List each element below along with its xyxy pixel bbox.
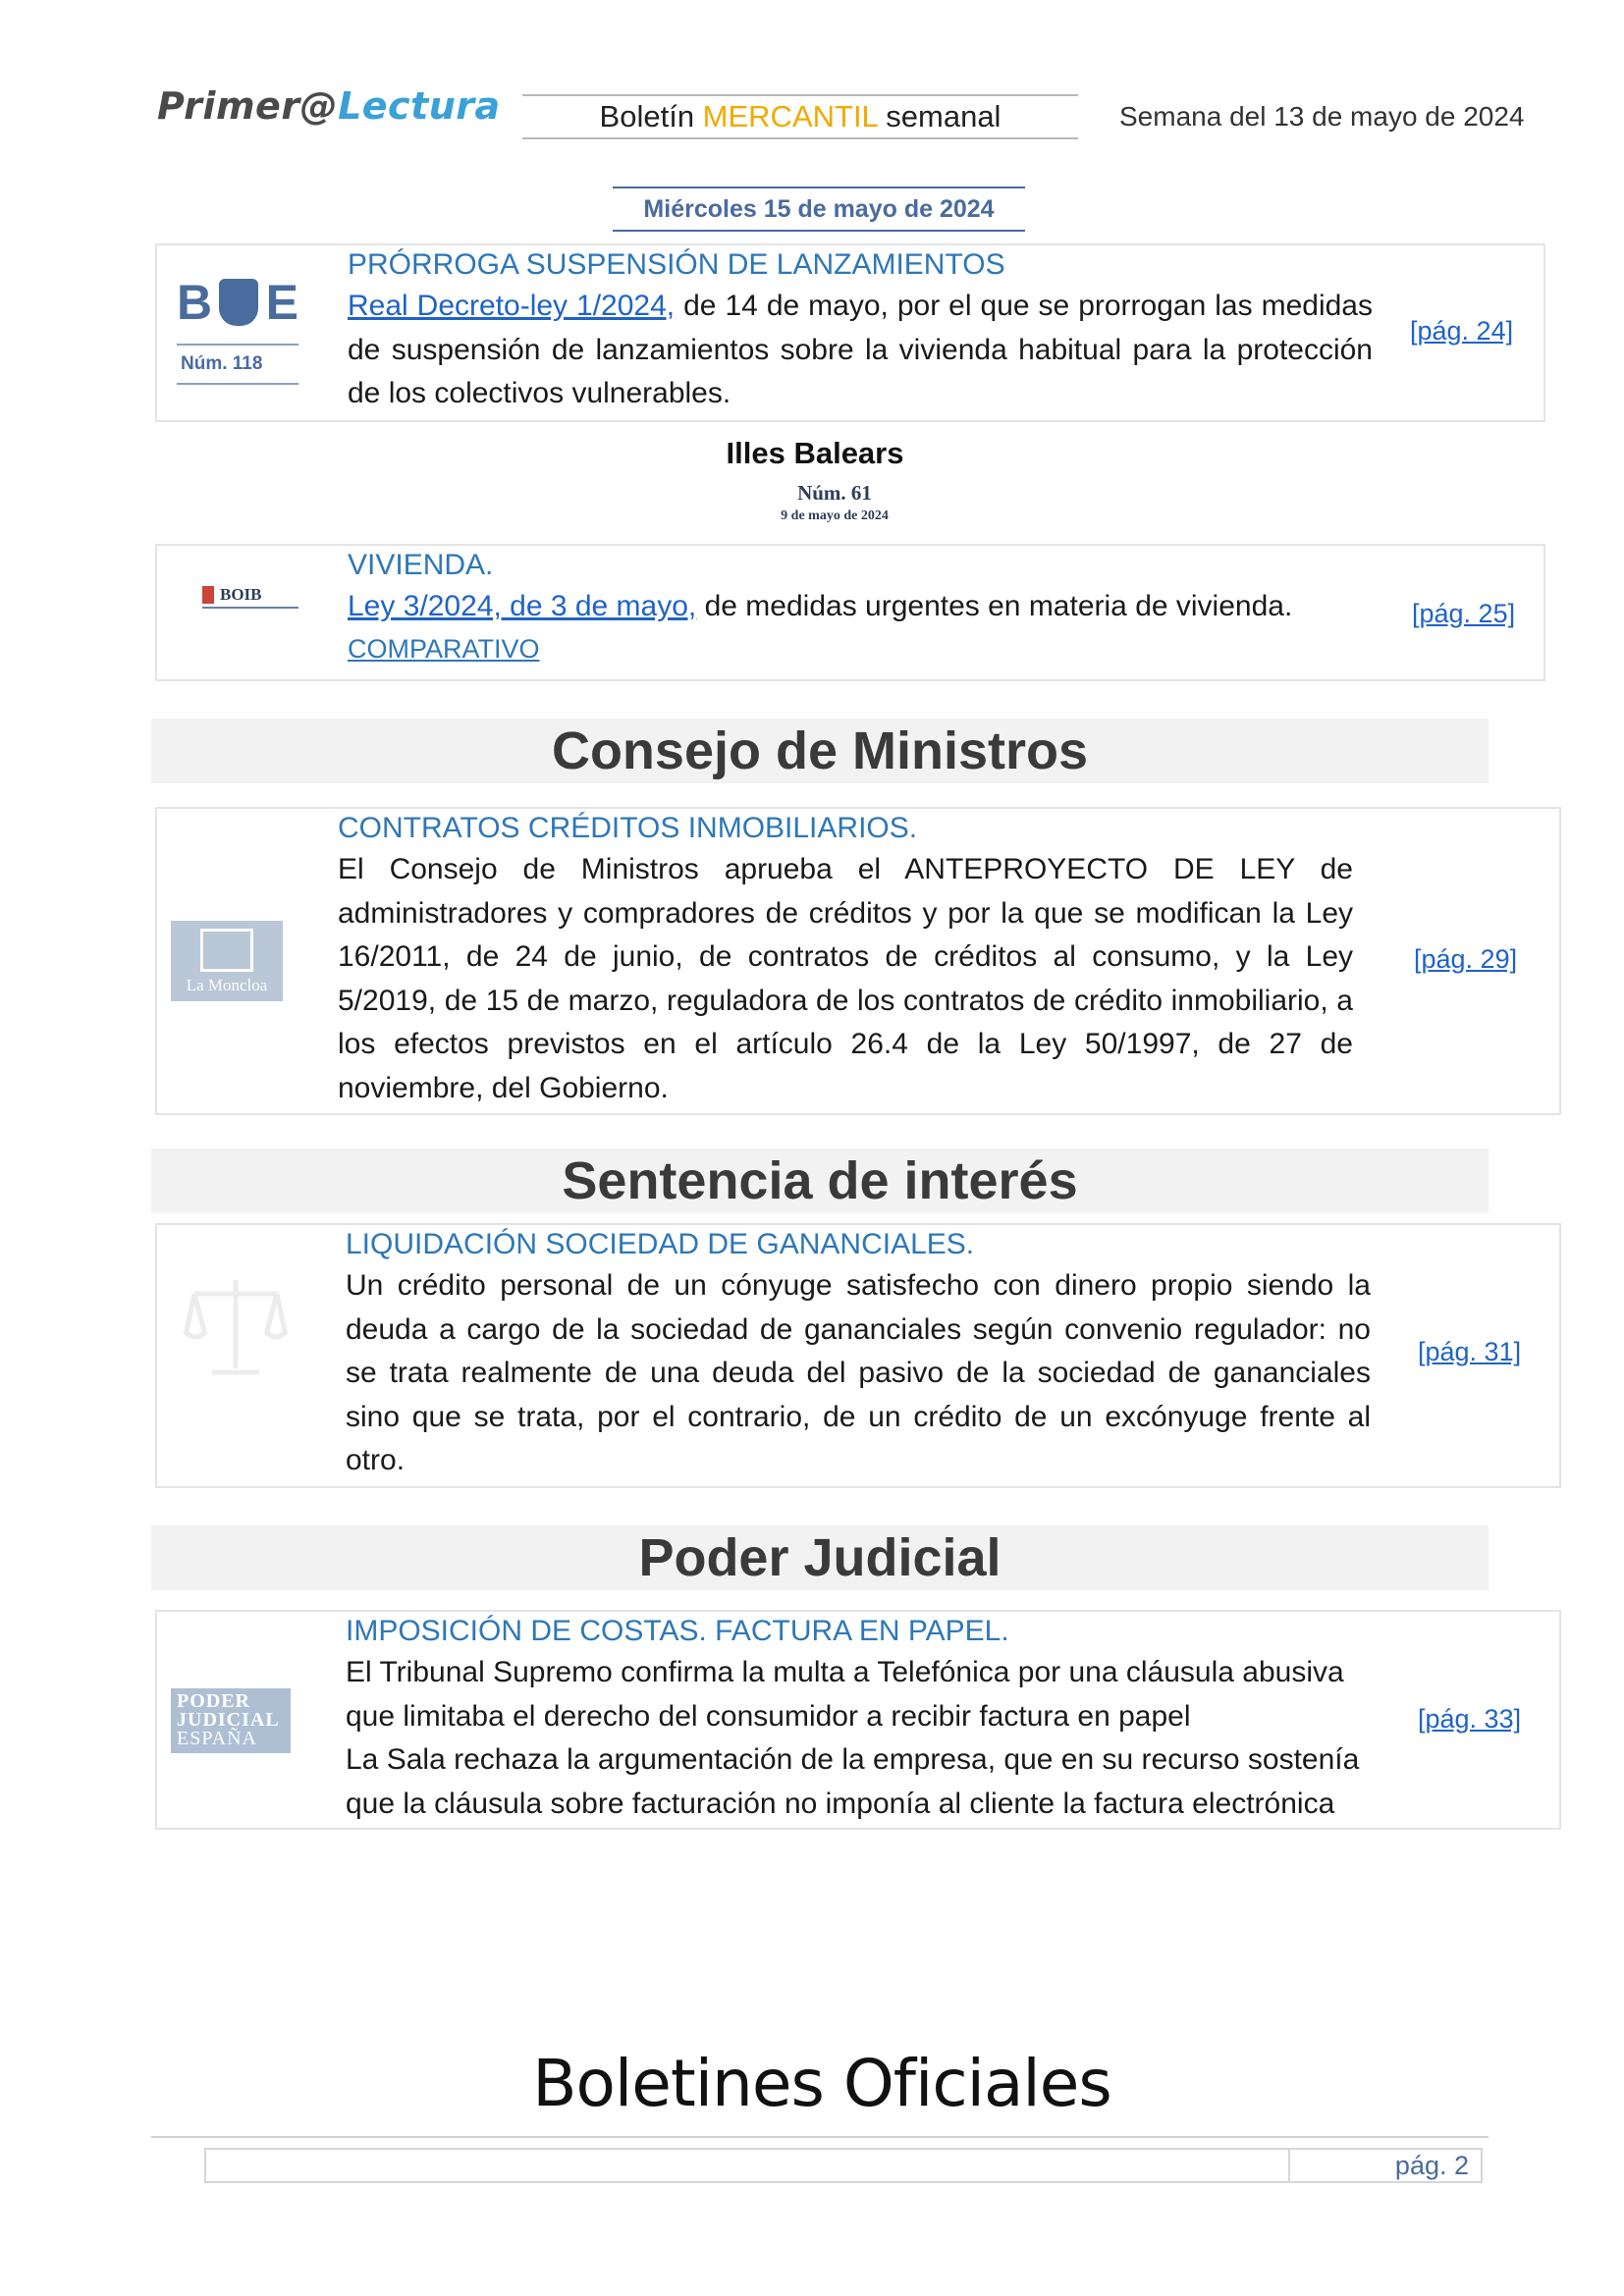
boe-number: Núm. 118 — [177, 344, 298, 385]
sentencia-item-title: LIQUIDACIÓN SOCIEDAD DE GANANCIALES. — [346, 1228, 975, 1260]
bulletin-title — [522, 94, 1078, 139]
moncloa-logo-text: La Moncloa — [186, 976, 268, 994]
boib-item-link[interactable]: Ley 3/2024, de 3 de mayo, — [348, 590, 697, 622]
boe-logo — [177, 275, 298, 330]
consejo-item-body: El Consejo de Ministros aprueba el ANTEPROYECTO DE LEY de administradores y compradores de créditos y por la que se modifican la Ley 16/2011, de 24 de junio, de contratos de créditos al consumo, y la Ley 5/2019, de 15 de marzo, reguladora de los contratos de crédito inmobiliario, a los efectos previstos en el artículo 26.4 de la Ley 50/1997, de 27 de noviembre, del Gobierno. — [338, 853, 1353, 1104]
section-sentencia: Sentencia de interés — [151, 1148, 1489, 1213]
region-number: Núm. 61 — [797, 481, 872, 505]
pj-logo-line2: JUDICIAL — [177, 1709, 280, 1731]
poder-judicial-logo — [171, 1688, 291, 1753]
boib-logo-text: BOIB — [220, 585, 262, 604]
logo-part1: Primer@ — [157, 84, 339, 128]
bulletin-prefix: Boletín — [599, 99, 703, 133]
footer-divider — [1288, 2148, 1290, 2183]
boe-item-text: de 14 de mayo, por el que se prorrogan las medidas de suspensión de lanzamientos sobre la vivienda habitual para la protección de los colectivos vulnerables. — [348, 290, 1373, 409]
bulletin-suffix: semanal — [877, 99, 1001, 133]
boib-logo — [202, 583, 298, 609]
scales-of-justice-icon — [183, 1270, 289, 1384]
bulletin-accent: MERCANTIL — [702, 99, 878, 133]
poder-item-line2: La Sala rechaza la argumentación de la empresa, que en su recurso sostenía que la cláusula sobre facturación no imponía al cliente la factura electrónica — [346, 1743, 1360, 1820]
boib-page-link[interactable]: [pág. 25] — [1412, 599, 1516, 628]
boe-crest-icon — [219, 279, 258, 326]
boib-mark-icon — [202, 586, 214, 604]
poder-item-title: IMPOSICIÓN DE COSTAS. FACTURA EN PAPEL. — [346, 1615, 1009, 1647]
boe-item-link[interactable]: Real Decreto-ley 1/2024, — [348, 290, 676, 322]
region-name: Illes Balears — [726, 436, 904, 470]
boib-comparativo-link[interactable]: COMPARATIVO — [348, 634, 540, 664]
primera-lectura-logo — [157, 84, 501, 128]
sentencia-item-body: Un crédito personal de un cónyuge satisfecho con dinero propio siendo la deuda a cargo de la sociedad de gananciales según convenio regulador: no se trata realmente de una deuda del pasivo de la sociedad de gananciales sino que se trata, por el contrario, de un crédito de un excónyuge frente al otro. — [346, 1269, 1371, 1476]
moncloa-building-icon — [200, 929, 253, 972]
footer-box — [204, 2148, 1483, 2183]
pj-logo-line1: PODER — [177, 1690, 250, 1712]
footer-rule — [151, 2136, 1489, 2138]
boe-page-link[interactable]: [pág. 24] — [1410, 316, 1514, 346]
poder-item-body — [346, 1651, 1371, 1826]
logo-part2: Lectura — [338, 84, 501, 128]
section-poder: Poder Judicial — [151, 1525, 1489, 1590]
consejo-item-title: CONTRATOS CRÉDITOS INMOBILIARIOS. — [338, 812, 918, 844]
region-date: 9 de mayo de 2024 — [781, 508, 889, 523]
footer-page-number: pág. 2 — [1394, 2151, 1469, 2180]
boib-item-body — [348, 585, 1373, 629]
poder-item-line1: El Tribunal Supremo confirma la multa a Telefónica por una cláusula abusiva que limitaba el derecho del consumidor a recibir factura en papel — [346, 1656, 1344, 1733]
boib-item-text: de medidas urgentes en materia de vivienda. — [696, 590, 1293, 622]
boe-item-body — [348, 285, 1373, 416]
boib-item-title: VIVIENDA. — [348, 549, 494, 581]
section-consejo: Consejo de Ministros — [151, 719, 1489, 783]
poder-page-link[interactable]: [pág. 33] — [1418, 1704, 1522, 1734]
consejo-page-link[interactable]: [pág. 29] — [1414, 944, 1518, 974]
boe-logo-letter-b: B — [177, 275, 213, 330]
sentencia-page-link[interactable]: [pág. 31] — [1418, 1337, 1522, 1366]
week-label: Semana del 13 de mayo de 2024 — [1119, 101, 1525, 132]
boe-item-title: PRÓRROGA SUSPENSIÓN DE LANZAMIENTOS — [348, 248, 1005, 281]
date-heading: Miércoles 15 de mayo de 2024 — [613, 187, 1025, 232]
boletines-oficiales-title: Boletines Oficiales — [532, 2046, 1111, 2121]
pj-logo-line3: ESPAÑA — [177, 1728, 257, 1749]
boe-logo-letter-e: E — [265, 275, 298, 330]
